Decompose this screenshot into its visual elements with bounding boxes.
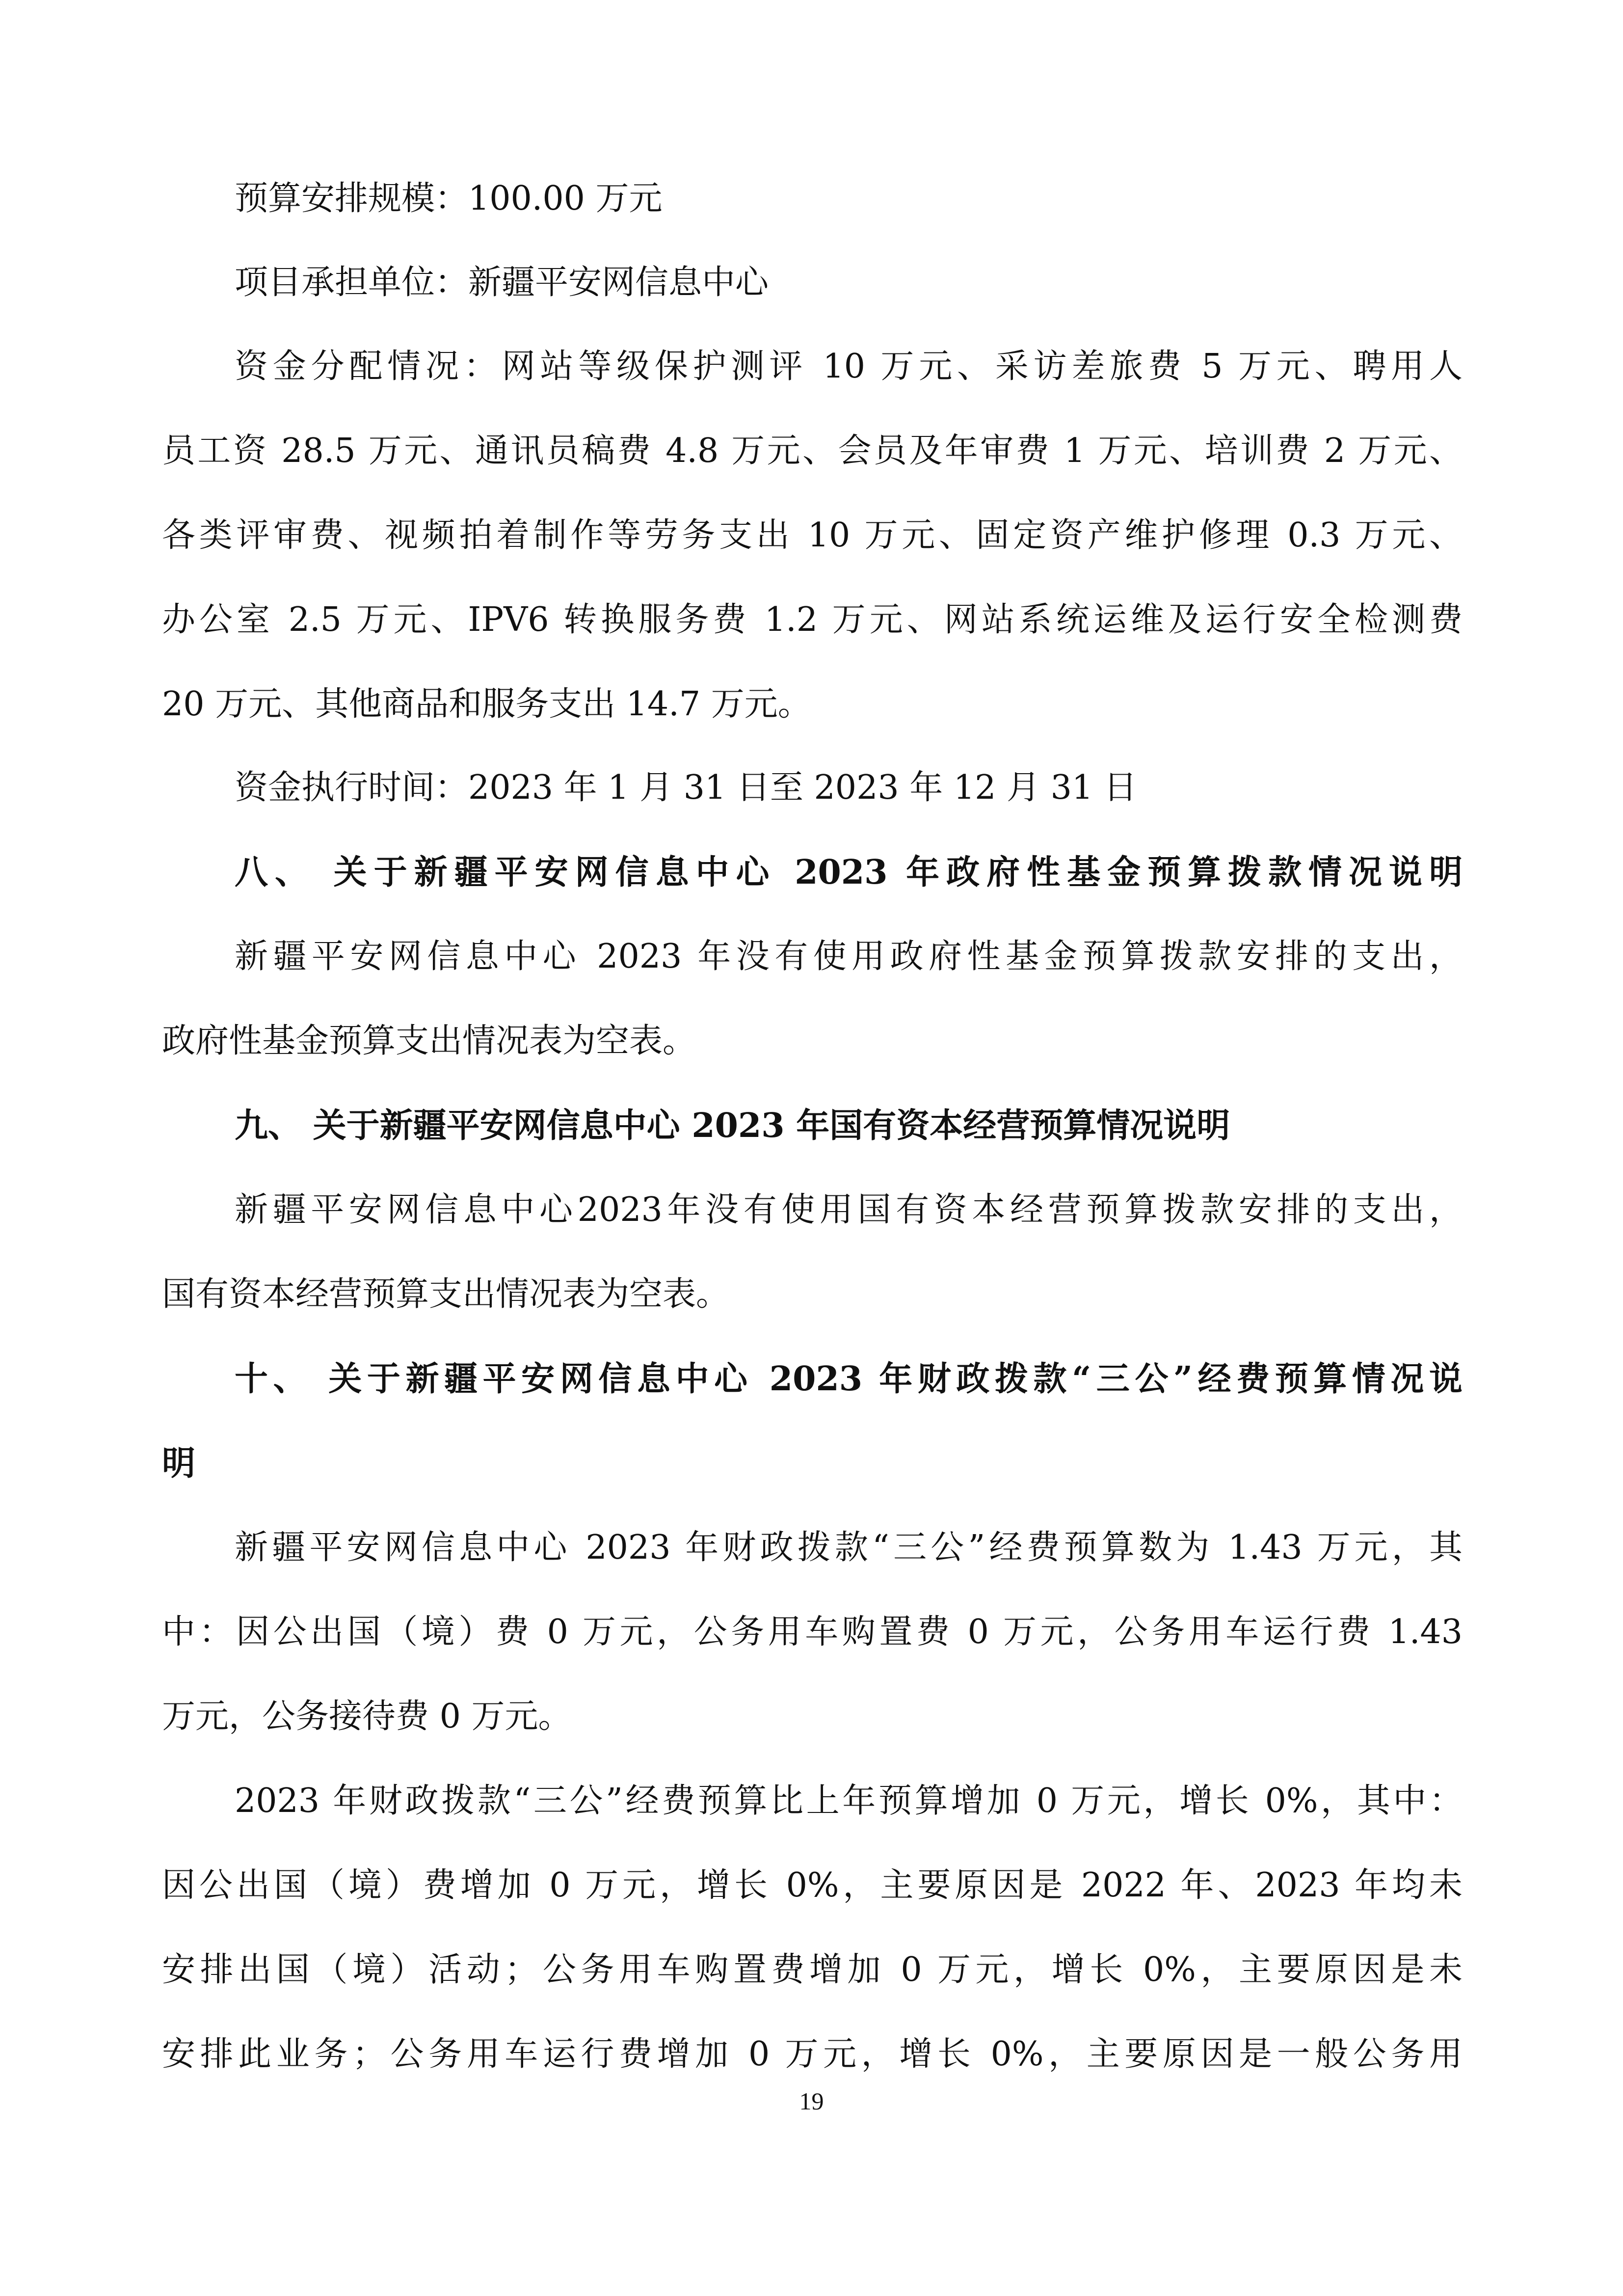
fund-allocation-line-3: 各类评审费、视频拍着制作等劳务支出 10 万元、固定资产维护修理 0.3 万元、 (162, 516, 1463, 555)
comparison-line-3: 安排出国（境）活动；公务用车购置费增加 0 万元，增长 0%，主要原因是未 (162, 1950, 1463, 1989)
fund-allocation-line-2: 员工资 28.5 万元、通讯员稿费 4.8 万元、会员及年审费 1 万元、培训费 2 万元、 (162, 432, 1463, 470)
execution-time-line: 资金执行时间：2023 年 1 月 31 日至 2023 年 12 月 31 日 (235, 768, 1137, 807)
section-heading-10-continued: 明 (162, 1444, 196, 1483)
page-number: 19 (799, 2087, 824, 2115)
three-public-line-1: 新疆平安网信息中心 2023 年财政拨款“三公”经费预算数为 1.43 万元，其 (235, 1528, 1463, 1567)
state-capital-line-2: 国有资本经营预算支出情况表为空表。 (162, 1275, 730, 1314)
comparison-line-2: 因公出国（境）费增加 0 万元，增长 0%，主要原因是 2022 年、2023 年均未 (162, 1866, 1463, 1905)
project-unit-line: 项目承担单位：新疆平安网信息中心 (235, 263, 769, 302)
fund-allocation-line-1: 资金分配情况：网站等级保护测评 10 万元、采访差旅费 5 万元、聘用人 (235, 347, 1463, 386)
fund-allocation-line-5: 20 万元、其他商品和服务支出 14.7 万元。 (162, 685, 811, 724)
section-heading-10: 十、 关于新疆平安网信息中心 2023 年财政拨款“三公”经费预算情况说 (235, 1359, 1463, 1399)
state-capital-line-1: 新疆平安网信息中心2023年没有使用国有资本经营预算拨款安排的支出， (235, 1190, 1463, 1229)
section-heading-9: 九、 关于新疆平安网信息中心 2023 年国有资本经营预算情况说明 (235, 1106, 1230, 1145)
gov-fund-line-1: 新疆平安网信息中心 2023 年没有使用政府性基金预算拨款安排的支出， (235, 937, 1463, 976)
gov-fund-line-2: 政府性基金预算支出情况表为空表。 (162, 1022, 696, 1060)
three-public-line-3: 万元，公务接待费 0 万元。 (162, 1697, 572, 1736)
comparison-line-1: 2023 年财政拨款“三公”经费预算比上年预算增加 0 万元，增长 0%，其中： (235, 1782, 1463, 1820)
three-public-line-2: 中：因公出国（境）费 0 万元，公务用车购置费 0 万元，公务用车运行费 1.43 (162, 1613, 1463, 1651)
comparison-line-4: 安排此业务；公务用车运行费增加 0 万元，增长 0%，主要原因是一般公务用 (162, 2035, 1463, 2074)
budget-scale-line: 预算安排规模：100.00 万元 (235, 179, 663, 218)
fund-allocation-line-4: 办公室 2.5 万元、IPV6 转换服务费 1.2 万元、网站系统运维及运行安全检测费 (162, 600, 1463, 639)
section-heading-8: 八、 关于新疆平安网信息中心 2023 年政府性基金预算拨款情况说明 (235, 853, 1463, 892)
